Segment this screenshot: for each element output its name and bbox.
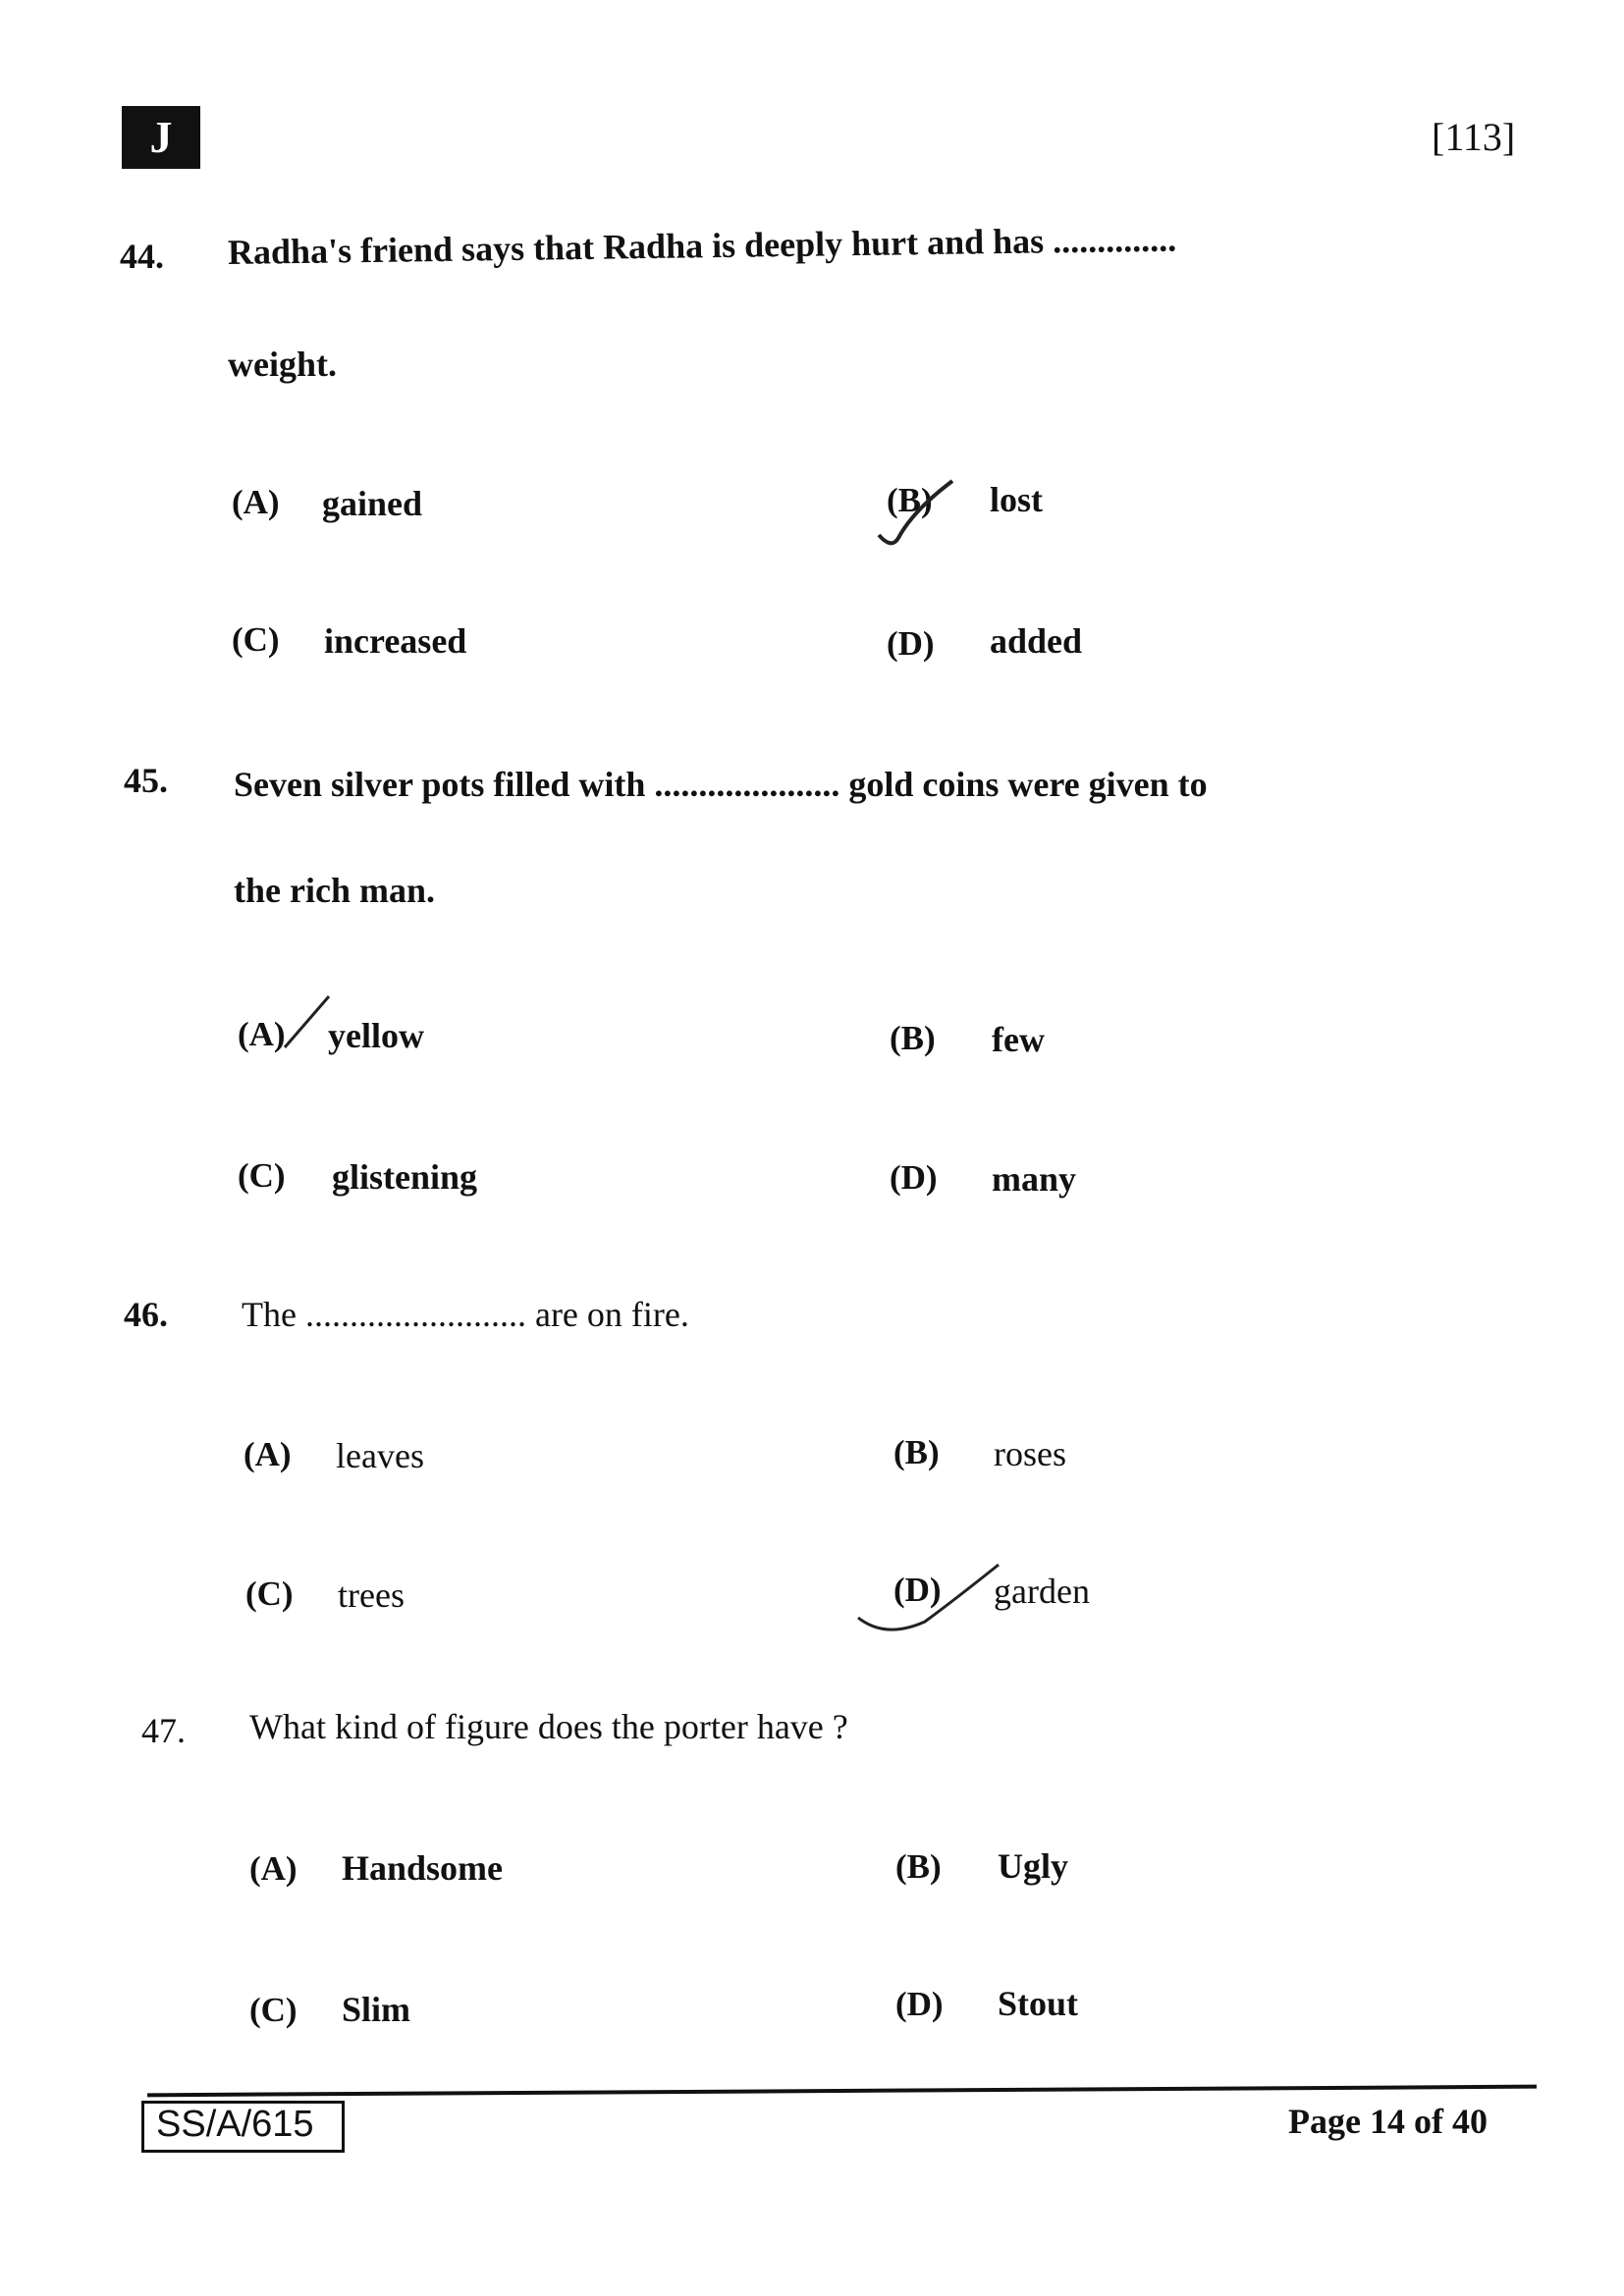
footer-divider bbox=[147, 2085, 1537, 2098]
option-text[interactable]: many bbox=[992, 1159, 1077, 1199]
option-text[interactable]: Handsome bbox=[342, 1848, 504, 1888]
option-text[interactable]: Stout bbox=[998, 1984, 1079, 2023]
option-label: (D) bbox=[887, 624, 935, 663]
option-label: (C) bbox=[238, 1156, 286, 1195]
tick-mark-icon bbox=[856, 1561, 1003, 1639]
section-mark: J bbox=[122, 106, 200, 169]
option-label: (B) bbox=[890, 1019, 936, 1057]
option-text[interactable]: leaves bbox=[336, 1436, 424, 1475]
option-label: (B) bbox=[893, 1433, 940, 1471]
option-text[interactable]: Ugly bbox=[998, 1846, 1068, 1886]
option-text[interactable]: gained bbox=[322, 484, 423, 523]
option-text[interactable]: Slim bbox=[342, 1990, 411, 2029]
question-text-line2: the rich man. bbox=[234, 871, 435, 910]
option-label: (D) bbox=[895, 1985, 944, 2023]
paper-code: SS/A/615 bbox=[141, 2101, 345, 2153]
question-number: 44. bbox=[120, 237, 164, 276]
question-text: Seven silver pots filled with ..................... gold coins were given to bbox=[234, 765, 1208, 804]
option-text[interactable]: trees bbox=[338, 1575, 405, 1615]
option-text[interactable]: garden bbox=[994, 1572, 1090, 1611]
page-indicator: Page 14 of 40 bbox=[1288, 2102, 1488, 2141]
tick-mark-icon bbox=[285, 996, 334, 1055]
option-label: (A) bbox=[232, 483, 280, 521]
option-text[interactable]: added bbox=[990, 621, 1083, 661]
option-text[interactable]: few bbox=[992, 1020, 1045, 1059]
option-label: (A) bbox=[249, 1849, 298, 1888]
option-text[interactable]: lost bbox=[990, 480, 1043, 519]
question-number: 45. bbox=[124, 761, 168, 800]
question-text: What kind of figure does the porter have ? bbox=[249, 1707, 848, 1746]
option-text[interactable]: glistening bbox=[332, 1157, 478, 1197]
question-text: Radha's friend says that Radha is deeply hurt and has .............. bbox=[227, 219, 1177, 272]
option-text[interactable]: increased bbox=[324, 621, 467, 661]
question-number: 47. bbox=[141, 1711, 186, 1750]
option-label: (C) bbox=[245, 1575, 294, 1613]
option-label: (B) bbox=[895, 1847, 942, 1886]
option-label: (A) bbox=[238, 1015, 286, 1053]
option-label: (B) bbox=[887, 481, 933, 519]
page-number-handwritten: [113] bbox=[1432, 115, 1516, 159]
question-text-line2: weight. bbox=[228, 345, 337, 384]
option-label: (D) bbox=[890, 1158, 938, 1197]
option-label: (C) bbox=[249, 1991, 298, 2029]
option-label: (A) bbox=[244, 1435, 292, 1473]
option-label: (D) bbox=[893, 1571, 942, 1609]
option-label: (C) bbox=[232, 620, 280, 659]
question-text: The ......................... are on fire. bbox=[242, 1295, 689, 1334]
option-text[interactable]: roses bbox=[994, 1434, 1066, 1473]
option-text[interactable]: yellow bbox=[328, 1016, 424, 1055]
question-number: 46. bbox=[124, 1295, 168, 1334]
tick-mark-icon bbox=[874, 481, 952, 560]
